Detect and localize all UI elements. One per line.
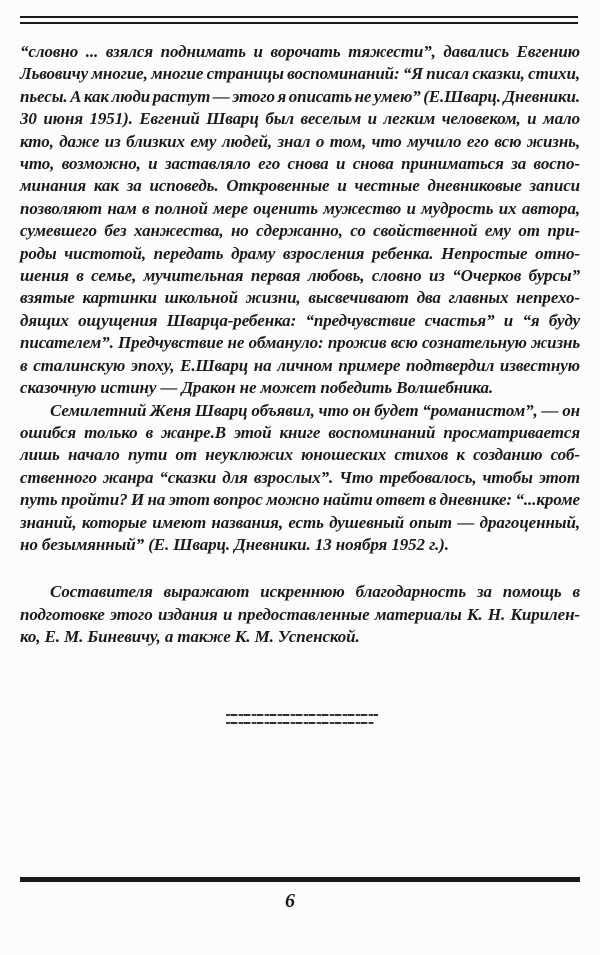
text-line: сумевшего без ханжества, но сдержанно, со свойственной ему от при-: [20, 221, 580, 241]
text-line: лишь начало пути от неуклюжих юношеских стихов к созданию соб-: [20, 445, 580, 465]
text-line: взятые картинки школьной жизни, высвечивают два главных непрехо-: [20, 288, 580, 308]
top-double-rule: [20, 16, 578, 24]
text-line: дящих ощущения Шварца-ребенка: “предчувствие счастья” и “я буду: [20, 310, 580, 330]
text-line: пьесы. А как люди растут — этого я описать не умею” (Е.Шварц. Дневники.: [20, 86, 580, 106]
text-line: роды чистотой, передать драму взросления ребенка. Непростые отно-: [20, 243, 580, 263]
text-line: ко, Е. М. Биневичу, а также К. М. Успенской.: [20, 627, 360, 647]
text-line: ошибся только в жанре.В этой книге воспоминаний просматривается: [20, 422, 580, 442]
page-number: 6: [285, 890, 295, 912]
text-line: но безымянный” (Е. Шварц. Дневники. 13 ноября 1952 г.).: [20, 534, 449, 554]
text-line: шения в семье, мучительная первая любовь, словно из “Очерков бурсы”: [20, 266, 580, 286]
text-line: “словно ... взялся поднимать и ворочать тяжести”, давались Евгению: [20, 42, 580, 61]
text-line: Составителя выражают искреннюю благодарность за помощь в: [50, 582, 580, 602]
text-line: ственного жанра “сказки для взрослых”. Что требовалось, чтобы этот: [20, 467, 580, 487]
text-line: Семилетний Женя Шварц объявил, что он будет “романистом”, — он: [50, 400, 580, 420]
microprint-block: [226, 714, 378, 730]
text-line: знаний, которые имеют названия, есть душевный опыт — драгоценный,: [20, 512, 580, 532]
text-line: сказочную истину — Дракон не может победить Волшебника.: [20, 378, 494, 398]
text-line: минания как за исповедь. Откровенные и честные дневниковые записи: [20, 176, 580, 196]
text-line: писателем”. Предчувствие не обмануло: прожив всю сознательную жизнь: [20, 333, 580, 353]
text-line: подготовке этого издания и предоставленные материалы К. Н. Кирилен-: [20, 604, 580, 624]
body-text: [20, 41, 580, 649]
text-line: Львовичу многие, многие страницы воспоминаний: “Я писал сказки, стихи,: [20, 64, 580, 84]
bottom-rule: [20, 877, 580, 882]
text-line: что, возможно, и заставляло его снова и снова приниматься за воспо-: [20, 154, 580, 174]
text-line: в сталинскую эпоху, Е.Шварц на личном примере подтвердил известную: [20, 355, 580, 375]
text-line: кто, даже из близких ему людей, знал о том, что мучило его всю жизнь,: [20, 131, 580, 151]
text-line: путь пройти? И на этот вопрос можно найти ответ в дневнике: “...кроме: [20, 490, 580, 510]
microprint-line: [226, 714, 378, 716]
text-line: позволяют нам в полной мере оценить мужество и мудрость их автора,: [20, 198, 580, 218]
microprint-line: [226, 722, 374, 724]
text-line: 30 июня 1951). Евгений Шварц был веселым и легким человеком, и мало: [20, 109, 580, 129]
